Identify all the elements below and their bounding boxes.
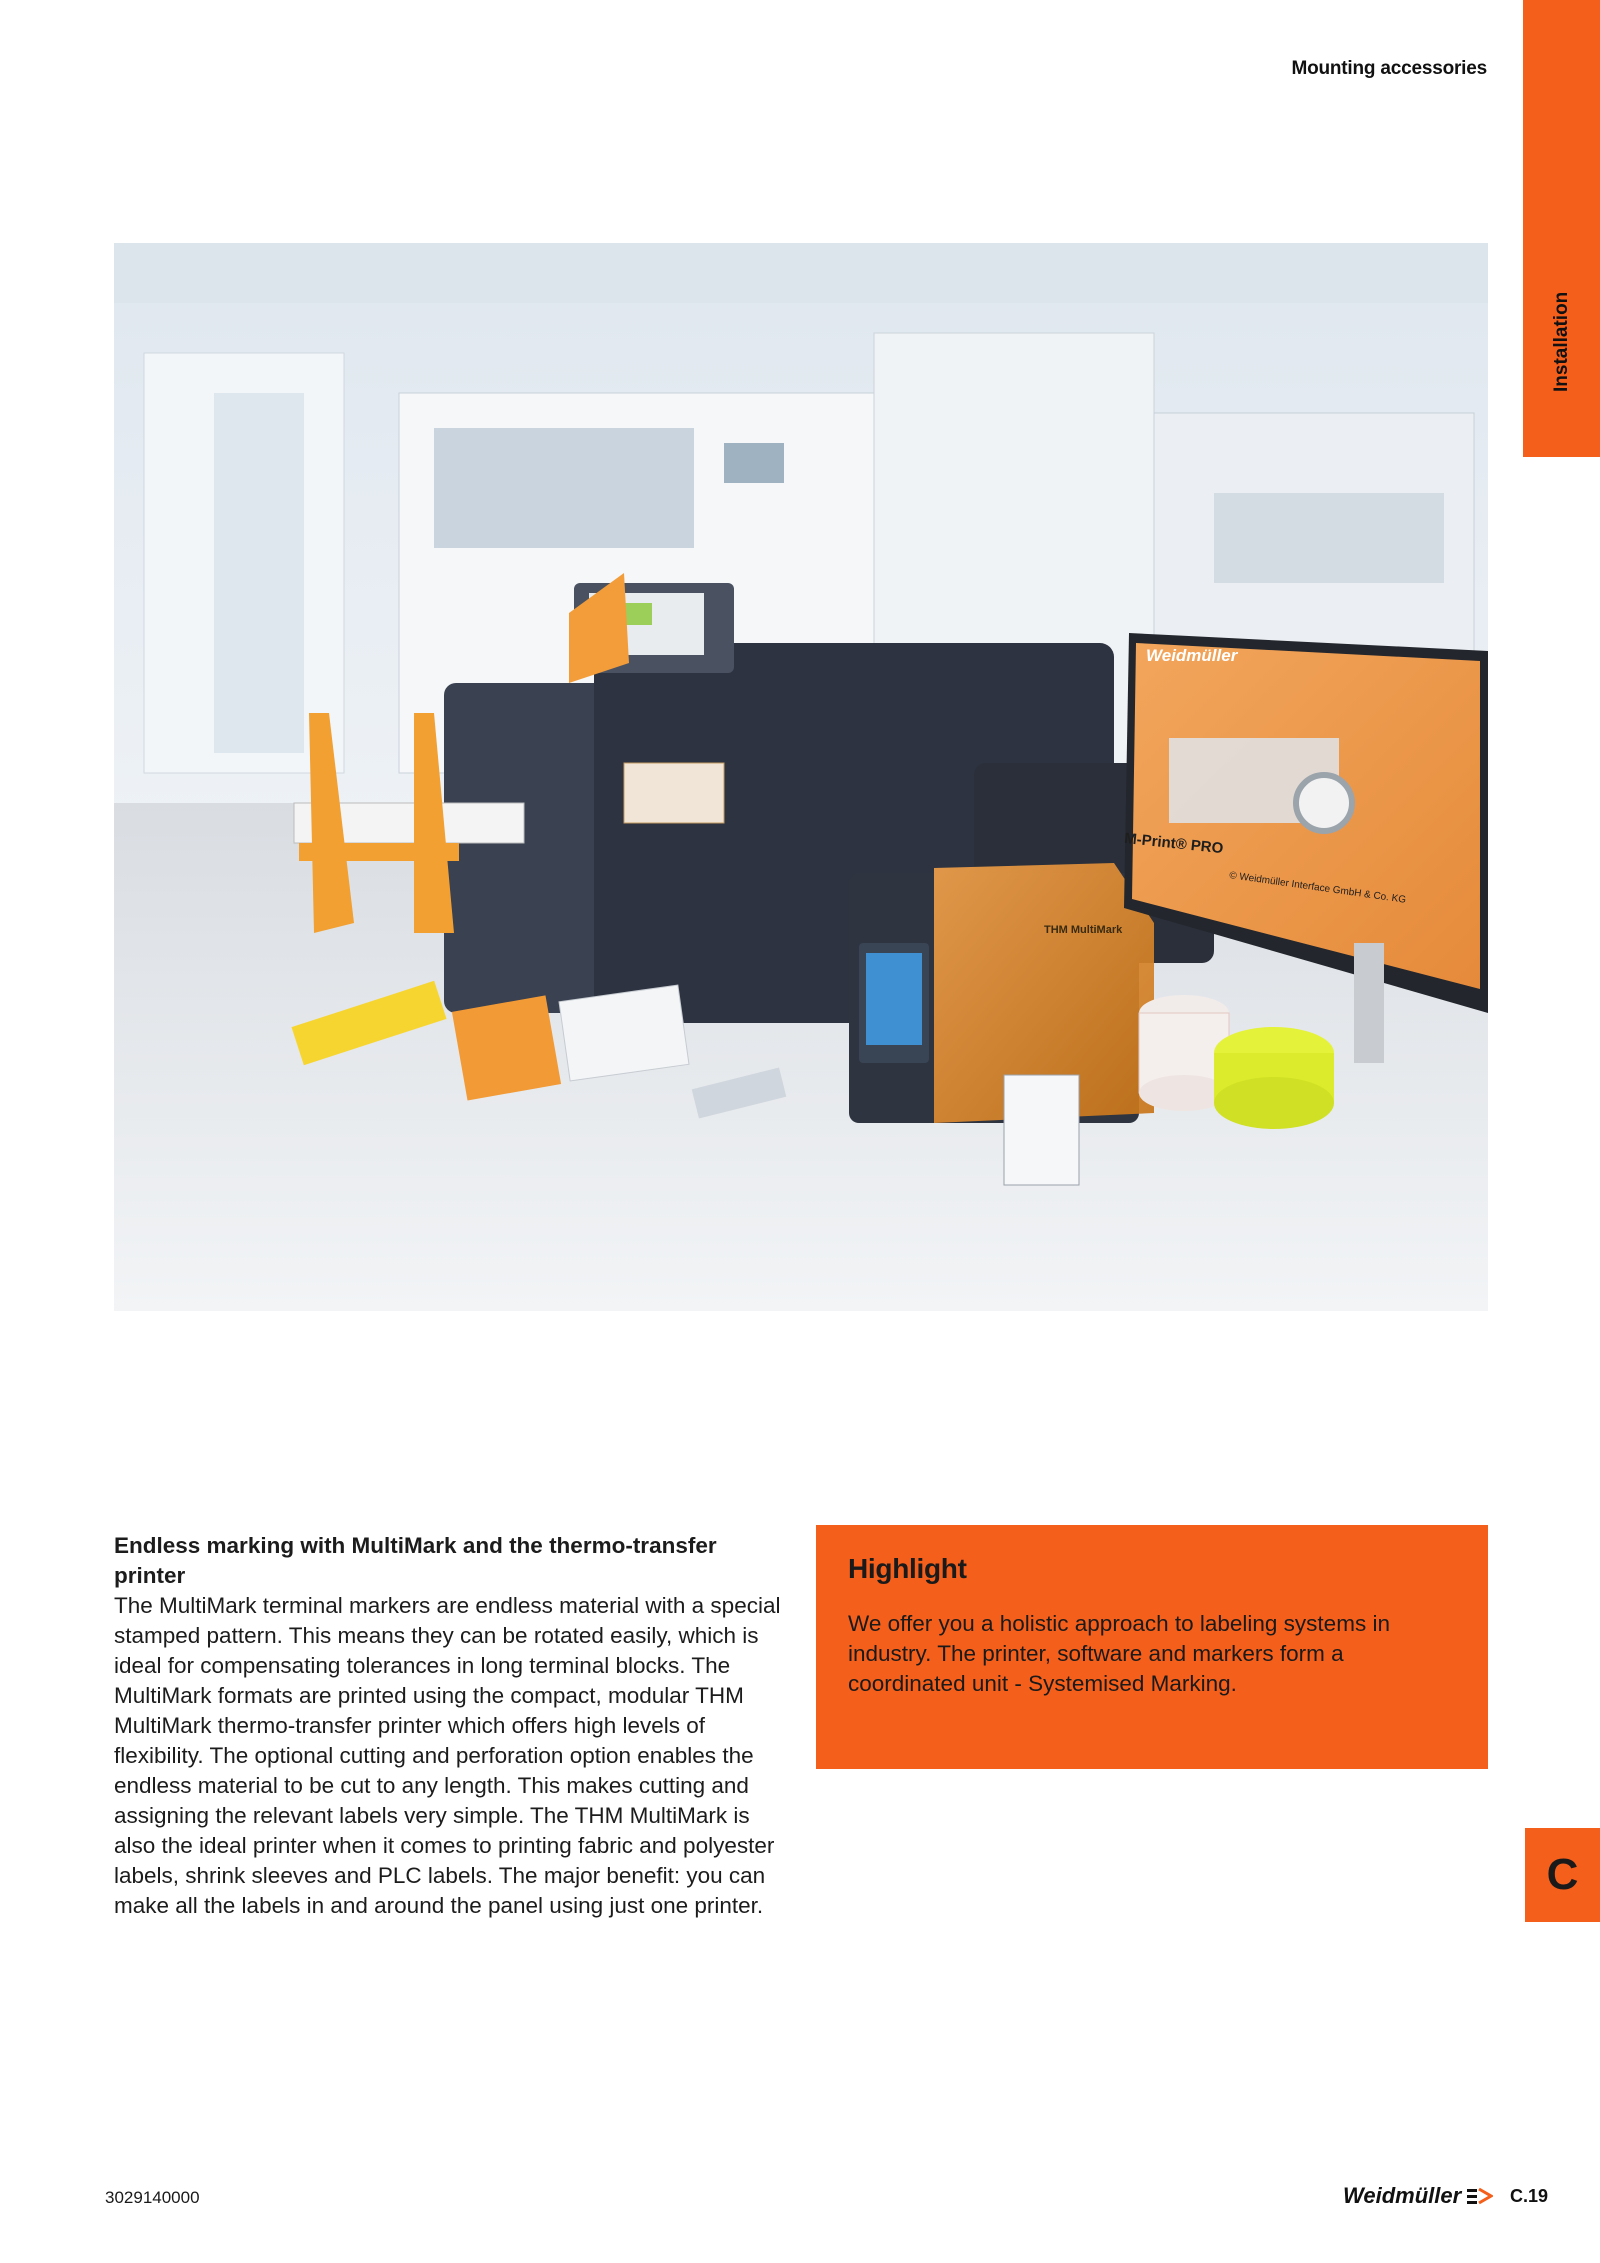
article-body: The MultiMark terminal markers are endless material with a special stamped pattern. This means they can be rotated easily, which is ideal for compensating tolerances in long terminal blocks. The MultiMark formats are printed using the compact, modular THM MultiMark thermo-transfer printer which offers high levels of flexibility. The optional cutting and perforation option enables the endless material to be cut to any length. This makes cutting and assigning the relevant labels very simple. The THM MultiMark is also the ideal printer when it comes to printing fabric and polyester labels, shrink sleeves and PLC labels. The major benefit: you can make all the labels in and around the panel using just one printer. (114, 1593, 781, 1918)
section-side-tab[interactable] (1523, 0, 1600, 457)
section-title: Mounting accessories (1291, 58, 1487, 79)
page-number: C.19 (1510, 2186, 1549, 2206)
screen-product: M-Print® PRO (1123, 829, 1225, 858)
screen-copyright: © Weidmüller Interface GmbH & Co. KG (1228, 870, 1407, 906)
article (114, 1531, 794, 1921)
weidmuller-mark-icon (1467, 2187, 1493, 2205)
footer-logo-text: Weidmüller (1343, 2183, 1462, 2208)
highlight-box (816, 1525, 1488, 1769)
side-tab-label: Installation (1550, 291, 1572, 392)
footer-code: 3029140000 (105, 2188, 200, 2207)
highlight-text: We offer you a holistic approach to labeling systems in industry. The printer, software and markers form a coordinated unit - Systemised Marking. (848, 1611, 1390, 1696)
article-heading: Endless marking with MultiMark and the thermo-transfer printer (114, 1533, 717, 1588)
screen-brand: Weidmüller (1146, 646, 1238, 665)
footer-logo (1343, 2183, 1493, 2209)
printer-label: THM MultiMark (1044, 924, 1123, 936)
chapter-tab[interactable]: C (1525, 1828, 1600, 1922)
product-photo (114, 243, 1488, 1311)
highlight-title: Highlight (848, 1553, 967, 1584)
